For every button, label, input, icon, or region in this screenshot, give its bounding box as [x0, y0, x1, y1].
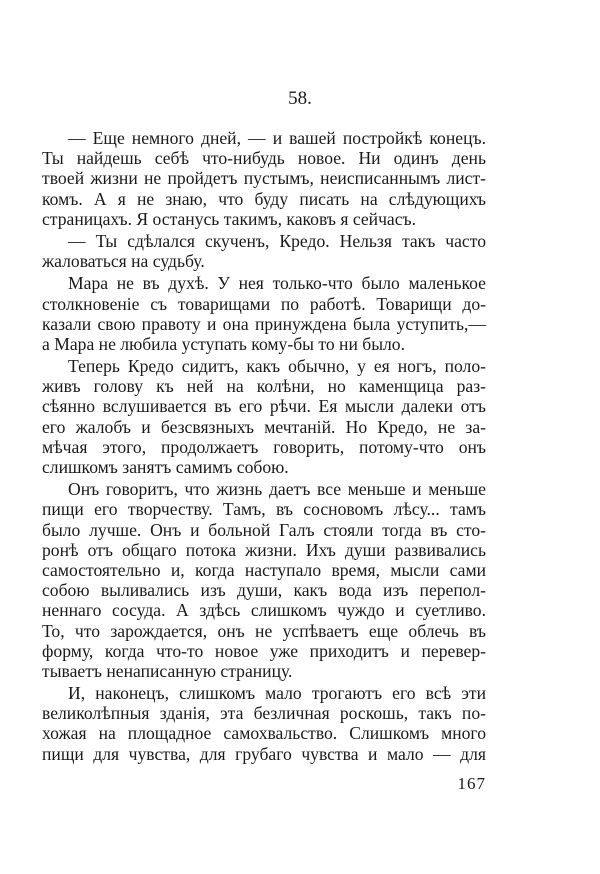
text-line: столкновеніе съ товарищами по работѣ. Товарищи до-	[42, 293, 486, 314]
text-line: живъ голову къ ней на колѣни, но каменщица раз-	[42, 376, 486, 397]
text-line: Теперь Кредо сидитъ, какъ обычно, у ея ногъ, поло-	[68, 356, 486, 377]
paragraph	[42, 356, 486, 477]
text-line: ронѣ отъ общаго потока жизни. Ихъ души развивались	[42, 539, 486, 560]
paragraph	[42, 683, 486, 764]
paragraph	[42, 273, 486, 354]
text-line: хожая на площадное самохвальство. Слишкомъ много	[42, 723, 486, 744]
text-line: а Мара не любила уступать кому-бы то ни было.	[42, 333, 406, 354]
text-line: страницахъ. Я останусь такимъ, каковъ я сейчасъ.	[42, 208, 417, 229]
text-line: пищи его творчеству. Тамъ, въ сосновомъ лѣсу... тамъ	[42, 499, 486, 520]
text-line: То, что зарождается, онъ не успѣваетъ еще облечь въ	[42, 620, 486, 641]
text-line: его жалобъ и безсвязныхъ мечтаній. Но Кредо, не за-	[42, 416, 486, 437]
page-number: 167	[457, 774, 486, 793]
text-line: самостоятельно и, когда наступало время, мысли сами	[42, 559, 486, 580]
text-line: Онъ говоритъ, что жизнь даетъ все меньше и меньше	[68, 479, 486, 500]
text-line: тываетъ ненаписанную страницу.	[42, 660, 293, 681]
text-line: было лучше. Онъ и больной Галъ стояли тогда въ сто-	[42, 519, 486, 540]
text-line: Мара не въ духѣ. У нея только-что было маленькое	[68, 273, 486, 294]
text-line: форму, когда что-то новое уже приходитъ и перевер-	[42, 640, 486, 661]
text-line: слишкомъ занятъ самимъ собою.	[42, 457, 289, 477]
text-line: И, наконецъ, слишкомъ мало трогаютъ его всѣ эти	[68, 683, 486, 704]
text-line: неннаго сосуда. А здѣсь слишкомъ чуждо и суетливо.	[42, 600, 486, 621]
text-line: казали свою правоту и она принуждена была уступить,—	[42, 313, 486, 334]
text-line: жаловаться на судьбу.	[42, 251, 205, 272]
text-line: комъ. А я не знаю, что буду писать на слѣдующихъ	[42, 188, 486, 209]
text-line: — Еще немного дней, — и вашей постройкѣ конецъ.	[68, 128, 486, 148]
text-line: собою выливались изъ души, какъ вода изъ перепол-	[42, 580, 486, 601]
text-line: сѣянно вслушивается въ его рѣчи. Ея мысли далеки отъ	[42, 396, 486, 417]
paragraph	[42, 231, 486, 271]
text-line: пищи для чувства, для грубаго чувства и мало — для	[42, 743, 486, 764]
running-head: 58.	[288, 88, 312, 109]
text-line: Ты найдешь себѣ что-нибудь новое. Ни одинъ день	[42, 148, 486, 169]
paragraph	[42, 128, 486, 229]
text-line: — Ты сдѣлался скученъ, Кредо. Нельзя такъ часто	[68, 230, 486, 251]
text-line: мѣчая этого, продолжаетъ говорить, потому-что онъ	[42, 436, 486, 457]
paragraph	[42, 479, 486, 681]
text-line: твоей жизни не пройдетъ пустымъ, неисписаннымъ лист-	[42, 168, 486, 189]
text-line: великолѣпныя зданія, эта безличная роскошь, такъ по-	[42, 703, 486, 724]
page-body	[42, 128, 486, 766]
